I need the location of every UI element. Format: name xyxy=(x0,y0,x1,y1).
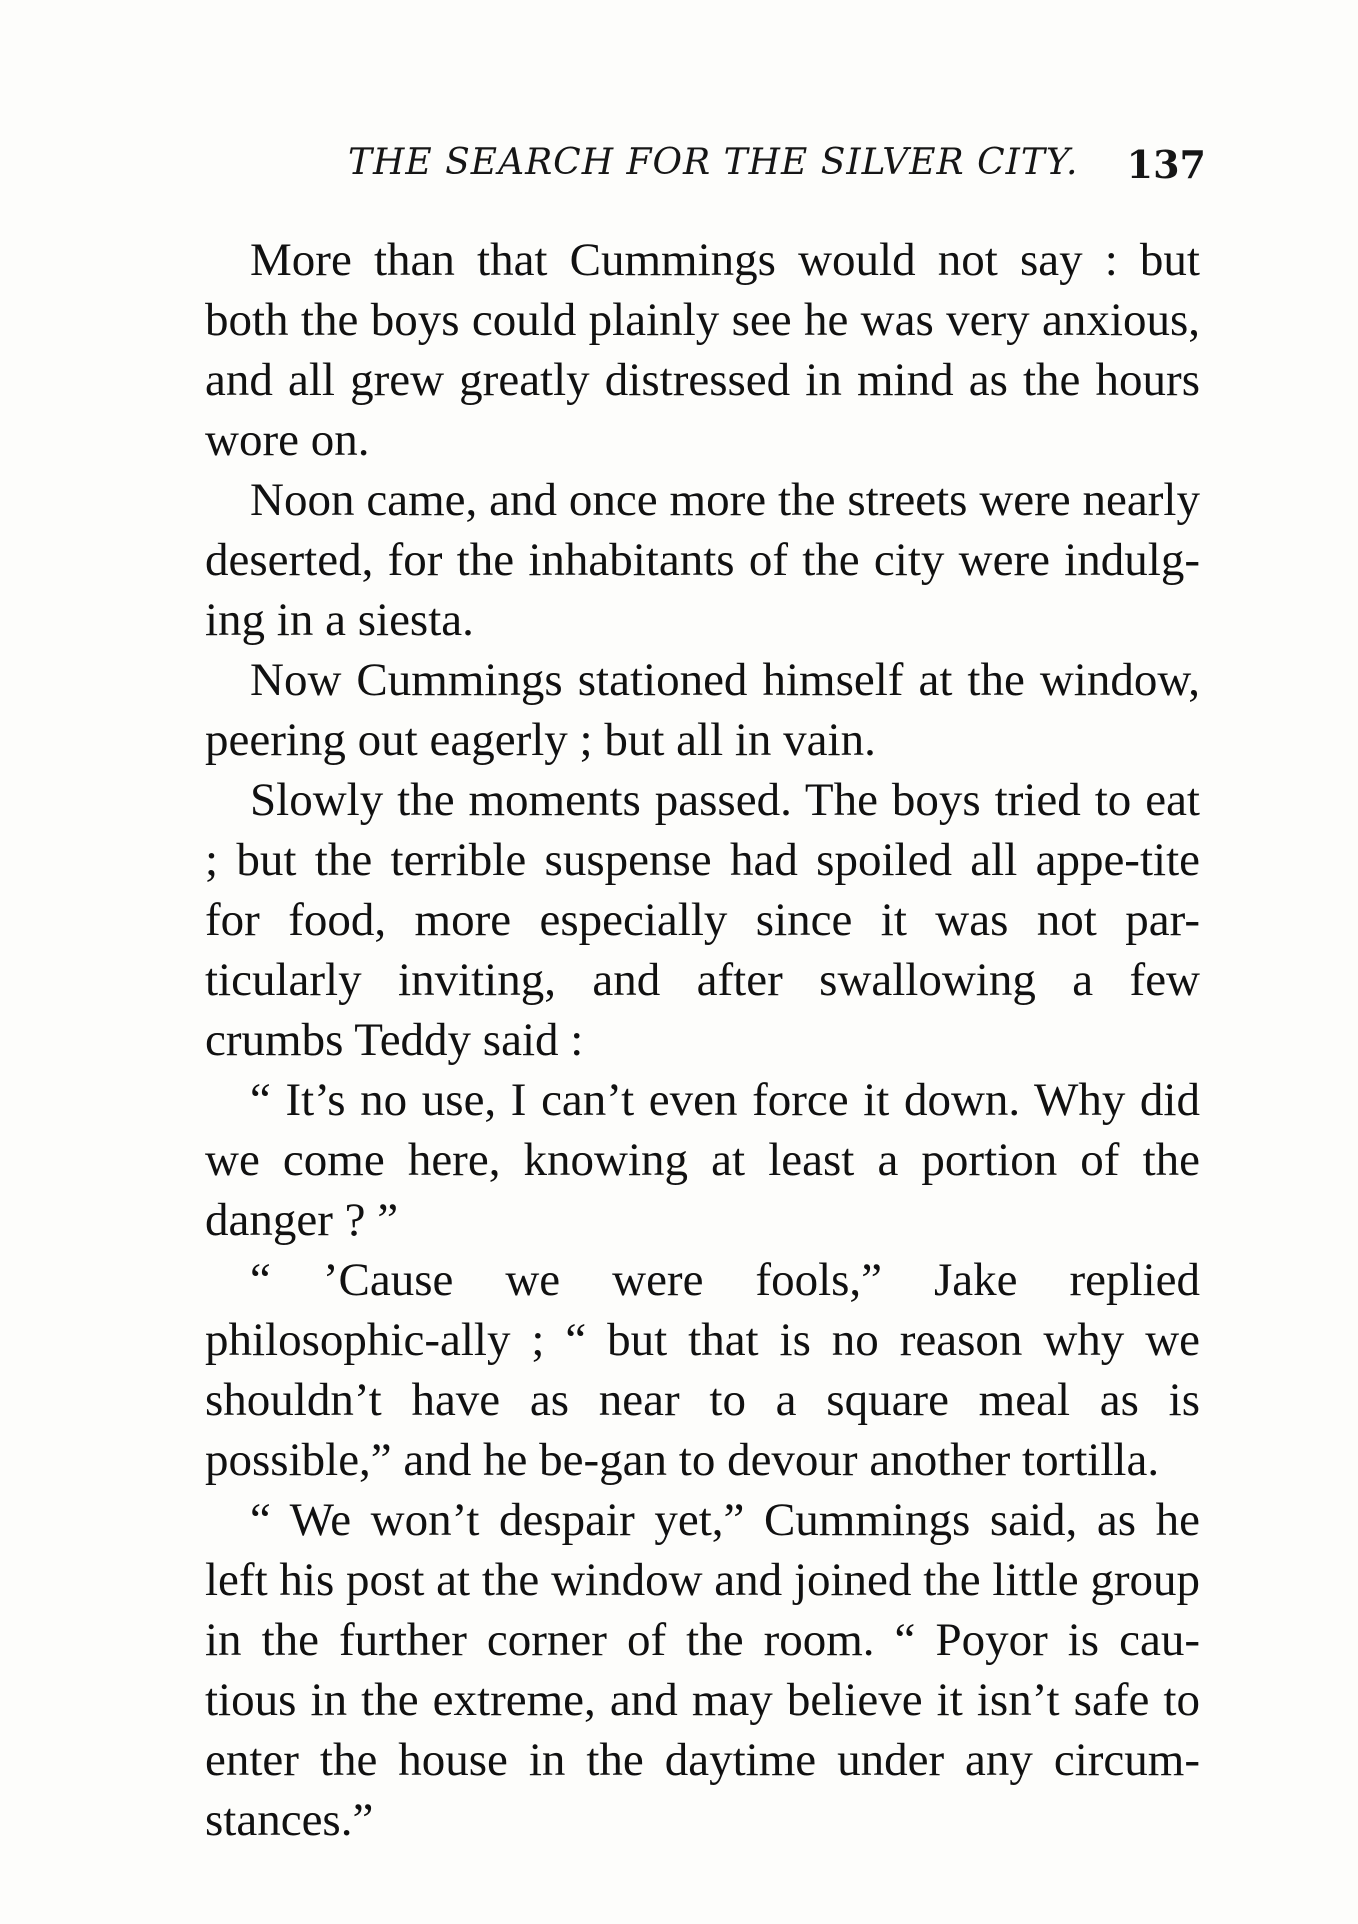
running-header xyxy=(330,142,1206,192)
paragraph: Noon came, and once more the streets were nearly deserted, for the inhabitants of the city were indulg-ing in a siesta. xyxy=(205,474,1200,646)
paragraph: “ We won’t despair yet,” Cummings said, as he left his post at the window and joined the little group in the further corner of the room. “ Poyor is cau-tious in the extreme, and may believe it isn’t safe to enter the house in the daytime under any circum-stances.” xyxy=(205,1494,1200,1846)
running-title: THE SEARCH FOR THE SILVER CITY. xyxy=(348,142,1079,183)
paragraph: Slowly the moments passed. The boys tried to eat ; but the terrible suspense had spoiled all appe-tite for food, more especially since it was not par-ticularly inviting, and after swallowing a few crumbs Teddy said : xyxy=(205,774,1200,1066)
paragraph: Now Cummings stationed himself at the window, peering out eagerly ; but all in vain. xyxy=(205,654,1200,766)
paragraph: “ ’Cause we were fools,” Jake replied philosophic-ally ; “ but that is no reason why we shouldn’t have as near to a square meal as is possible,” and he be-gan to devour another tortilla. xyxy=(205,1254,1200,1486)
paragraph: “ It’s no use, I can’t even force it down. Why did we come here, knowing at least a portion of the danger ? ” xyxy=(205,1074,1200,1246)
page-number: 137 xyxy=(1126,142,1206,187)
body-text xyxy=(205,230,1200,1850)
paragraph: More than that Cummings would not say : but both the boys could plainly see he was very anxious, and all grew greatly distressed in mind as the hours wore on. xyxy=(205,234,1200,466)
